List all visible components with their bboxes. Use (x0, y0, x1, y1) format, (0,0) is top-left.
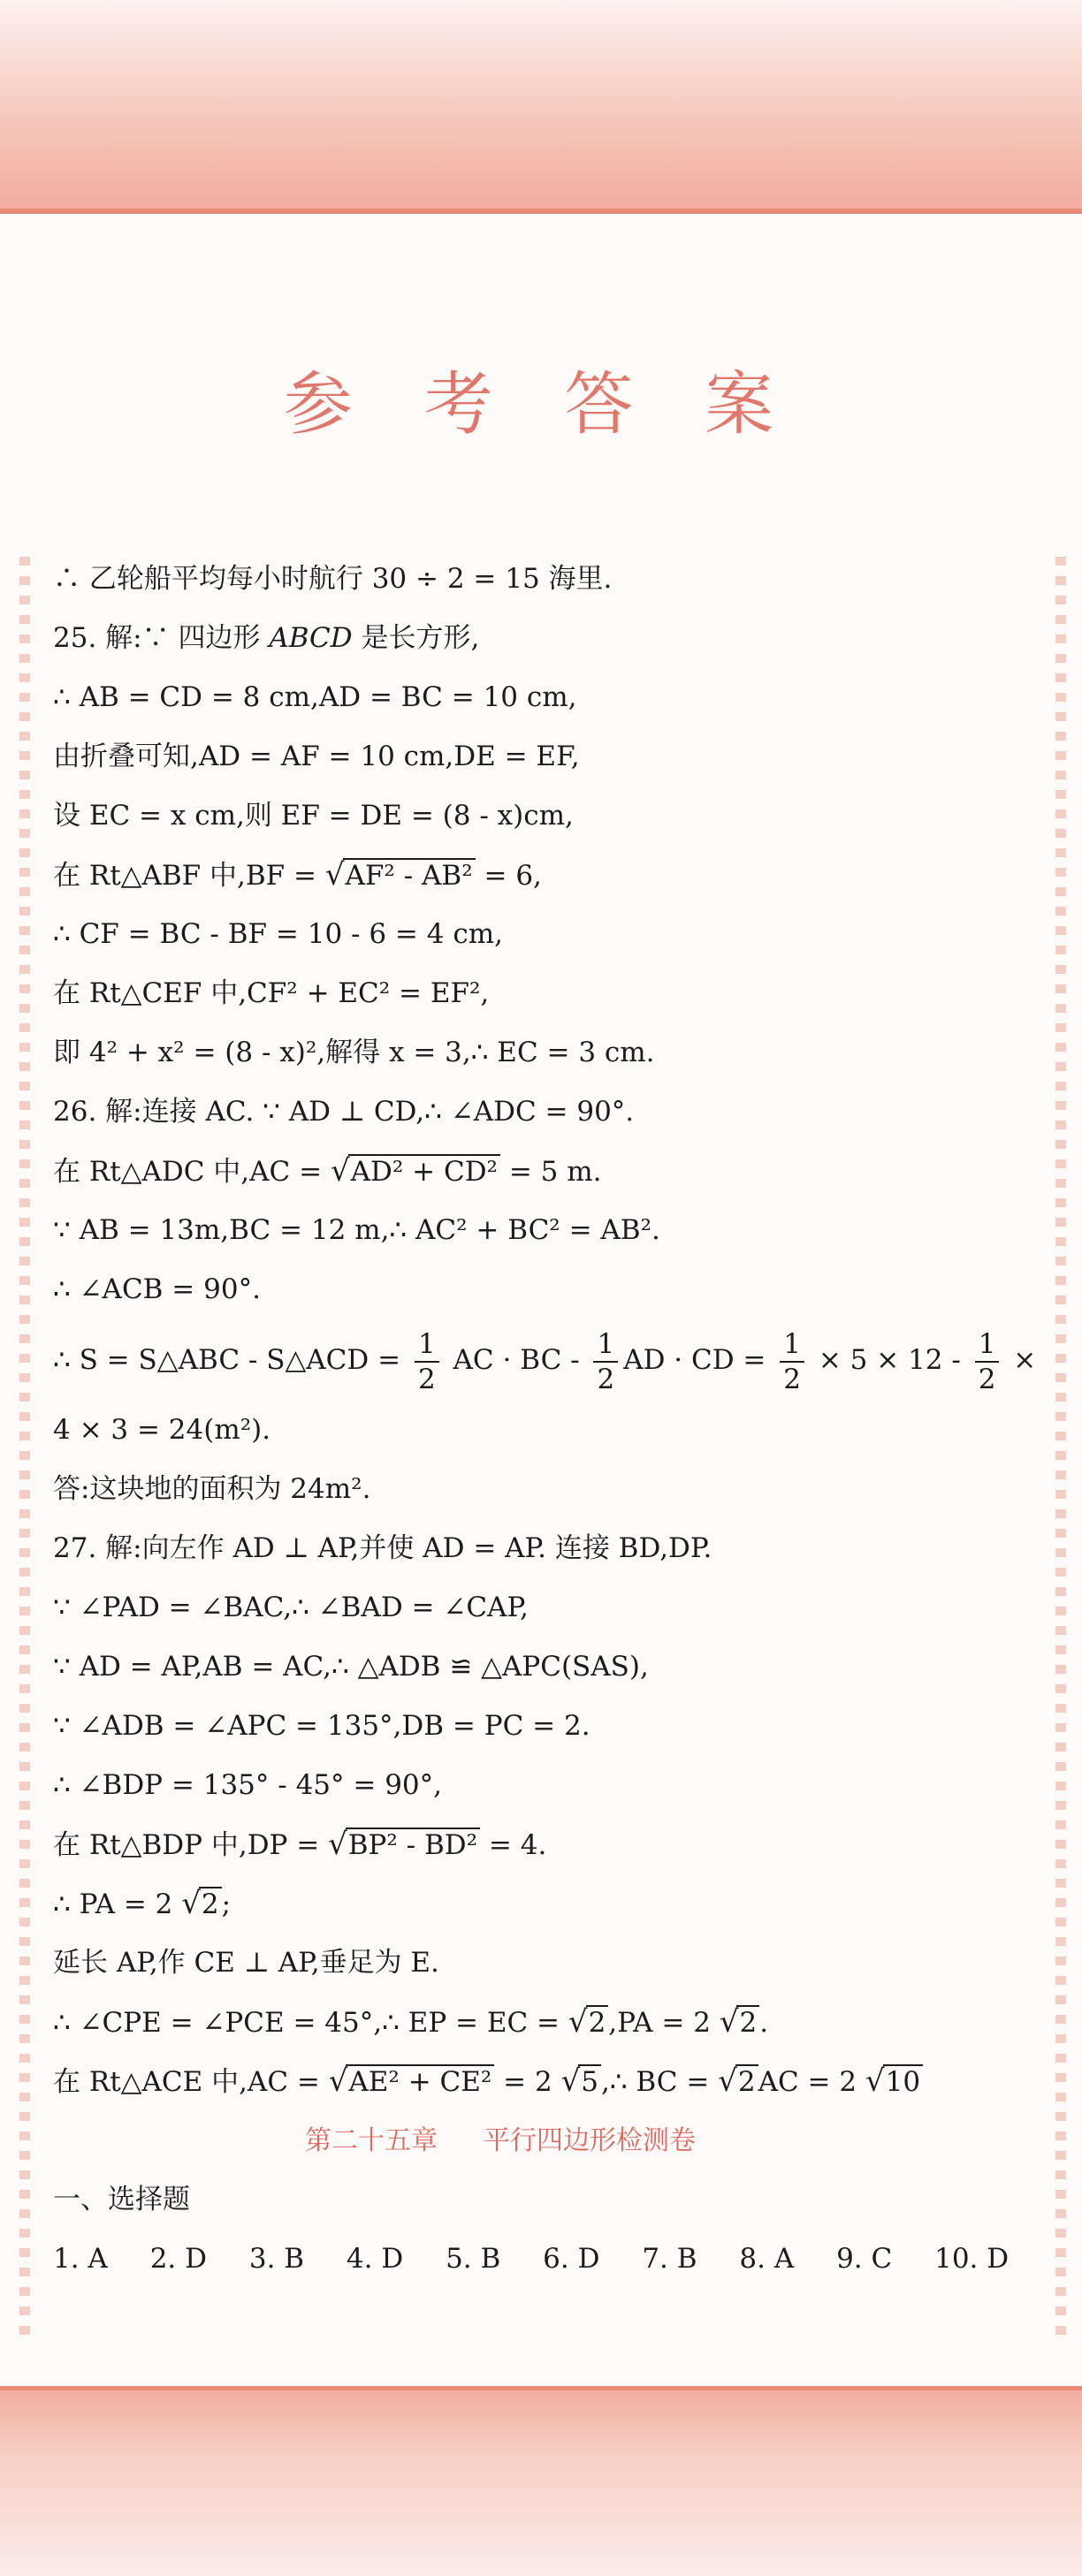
radicand: 2 (199, 1887, 222, 1920)
text-segment: AC = 2 (758, 2066, 865, 2098)
math-text: ABCD (269, 622, 353, 654)
text-line: 即 4² + x² = (8 - x)²,解得 x = 3,∴ EC = 3 cm. (53, 1037, 655, 1068)
text-segment: 在 Rt△BDP 中,DP = (53, 1829, 329, 1861)
fraction (975, 1327, 1000, 1396)
fraction (780, 1327, 804, 1396)
text-segment: × 5 × 12 - (810, 1344, 970, 1376)
text-segment: ∴ ∠CPE = ∠PCE = 45°,∴ EP = EC = (53, 2007, 568, 2039)
text-segment: 25. 解:∵ 四边形 (53, 622, 270, 654)
text-line (53, 609, 1034, 668)
text-line: ∴ CF = BC - BF = 10 - 6 = 4 cm, (53, 918, 503, 950)
text-line: ∴ 乙轮船平均每小时航行 30 ÷ 2 = 15 海里. (53, 563, 613, 595)
radical-sign: √ (568, 2004, 588, 2040)
fraction-denominator: 2 (783, 1363, 801, 1395)
answer-item: 1. A (53, 2243, 108, 2275)
radical-sign: √ (560, 2063, 581, 2099)
radical-sign: √ (330, 1153, 350, 1189)
radicand: 2 (736, 2005, 759, 2039)
text-line (53, 846, 1034, 905)
fraction-denominator: 2 (417, 1363, 436, 1395)
radicand: 5 (578, 2064, 601, 2098)
text-segment: ; (221, 1888, 232, 1920)
answer-item: 7. B (642, 2243, 697, 2275)
text-segment: 在 Rt△ADC 中,AC = (53, 1156, 331, 1188)
text-segment: × (1004, 1344, 1037, 1376)
text-line: ∵ ∠PAD = ∠BAC,∴ ∠BAD = ∠CAP, (53, 1592, 529, 1623)
right-decorative-border (1055, 557, 1066, 2342)
text-segment: ∴ S = S△ABC - S△ACD = (53, 1344, 409, 1376)
answer-item: 9. C (836, 2243, 893, 2275)
text-segment: ∴ PA = 2 (53, 1888, 182, 1920)
text-segment: ,∴ BC = (600, 2066, 719, 2098)
fraction (415, 1327, 439, 1396)
answer-item: 8. A (739, 2243, 795, 2275)
text-segment: = 4. (480, 1829, 547, 1861)
text-line: ∴ ∠ACB = 90°. (53, 1273, 261, 1305)
answer-item: 3. B (248, 2243, 305, 2275)
fraction-numerator: 1 (415, 1327, 439, 1363)
radical-sign: √ (865, 2063, 885, 2099)
header-band (0, 0, 1082, 217)
text-line: 27. 解:向左作 AD ⊥ AP,并使 AD = AP. 连接 BD,DP. (53, 1532, 712, 1564)
text-segment: . (759, 2007, 769, 2039)
text-segment: AC · BC - (444, 1344, 589, 1376)
answer-item: 2. D (149, 2243, 207, 2275)
text-segment: AD · CD = (623, 1344, 775, 1376)
text-line: 由折叠可知,AD = AF = 10 cm,DE = EF, (53, 741, 580, 772)
radical-sign: √ (328, 1827, 347, 1862)
text-line: ∴ AB = CD = 8 cm,AD = BC = 10 cm, (53, 681, 577, 713)
radicand: AD² + CD² (348, 1154, 500, 1188)
text-line: ∵ AB = 13m,BC = 12 m,∴ AC² + BC² = AB². (53, 1214, 660, 1246)
radical-sign: √ (324, 857, 345, 893)
chapter-number: 第二十五章 (305, 2125, 438, 2156)
text-line: 延长 AP,作 CE ⊥ AP,垂足为 E. (53, 1947, 439, 1979)
section-label: 一、选择题 (53, 2184, 190, 2215)
text-line (53, 1993, 1034, 2052)
radicand: AF² - AB² (343, 858, 476, 892)
text-line (53, 2052, 1034, 2111)
answer-item: 4. D (346, 2243, 404, 2275)
text-line: 在 Rt△CEF 中,CF² + EC² = EF², (53, 977, 490, 1009)
fraction (593, 1327, 618, 1396)
text-line: 答:这块地的面积为 24m². (53, 1473, 371, 1505)
answer-item: 10. D (934, 2243, 1010, 2275)
page-title: 参 考 答 案 (283, 365, 799, 445)
radical-sign: √ (181, 1886, 201, 1921)
text-segment: 是长方形, (352, 622, 480, 654)
answer-item: 5. B (446, 2243, 501, 2275)
fraction-denominator: 2 (978, 1363, 996, 1395)
text-line (53, 1815, 1034, 1874)
radicand: 2 (586, 2005, 609, 2039)
text-line (53, 1319, 1037, 1401)
left-decorative-border (19, 557, 30, 2342)
text-segment: = 5 m. (499, 1156, 602, 1188)
chapter-name: 平行四边形检测卷 (484, 2125, 696, 2156)
text-line: ∵ AD = AP,AB = AC,∴ △ADB ≌ △APC(SAS), (53, 1651, 649, 1683)
text-segment: 在 Rt△ABF 中,BF = (53, 860, 325, 892)
answer-content (53, 550, 1037, 2289)
radicand: AE² + CE² (346, 2064, 494, 2098)
answer-list (53, 2230, 1034, 2289)
text-line: 26. 解:连接 AC. ∵ AD ⊥ CD,∴ ∠ADC = 90°. (53, 1096, 635, 1128)
footer-band (0, 2390, 1082, 2576)
text-segment: = 6, (475, 860, 542, 892)
radical-sign: √ (328, 2063, 348, 2099)
text-segment: = 2 (494, 2066, 561, 2098)
text-line: 4 × 3 = 24(m²). (53, 1414, 271, 1446)
fraction-numerator: 1 (593, 1327, 618, 1363)
chapter-heading (53, 2111, 1034, 2170)
text-line: ∵ ∠ADB = ∠APC = 135°,DB = PC = 2. (53, 1710, 591, 1742)
text-line: ∴ ∠BDP = 135° - 45° = 90°, (53, 1769, 443, 1801)
radicand: 2 (735, 2064, 758, 2098)
fraction-denominator: 2 (597, 1363, 615, 1395)
text-line: 设 EC = x cm,则 EF = DE = (8 - x)cm, (53, 800, 574, 832)
radicand: 10 (883, 2064, 923, 2098)
text-line (53, 1142, 1034, 1201)
radicand: BP² - BD² (346, 1828, 480, 1861)
radical-sign: √ (719, 2004, 739, 2040)
text-line (53, 1874, 1034, 1934)
radical-sign: √ (718, 2063, 737, 2099)
answer-item: 6. D (543, 2243, 600, 2275)
fraction-numerator: 1 (975, 1327, 1000, 1363)
text-segment: ,PA = 2 (608, 2007, 720, 2039)
fraction-numerator: 1 (780, 1327, 804, 1363)
text-segment: 在 Rt△ACE 中,AC = (53, 2066, 329, 2098)
